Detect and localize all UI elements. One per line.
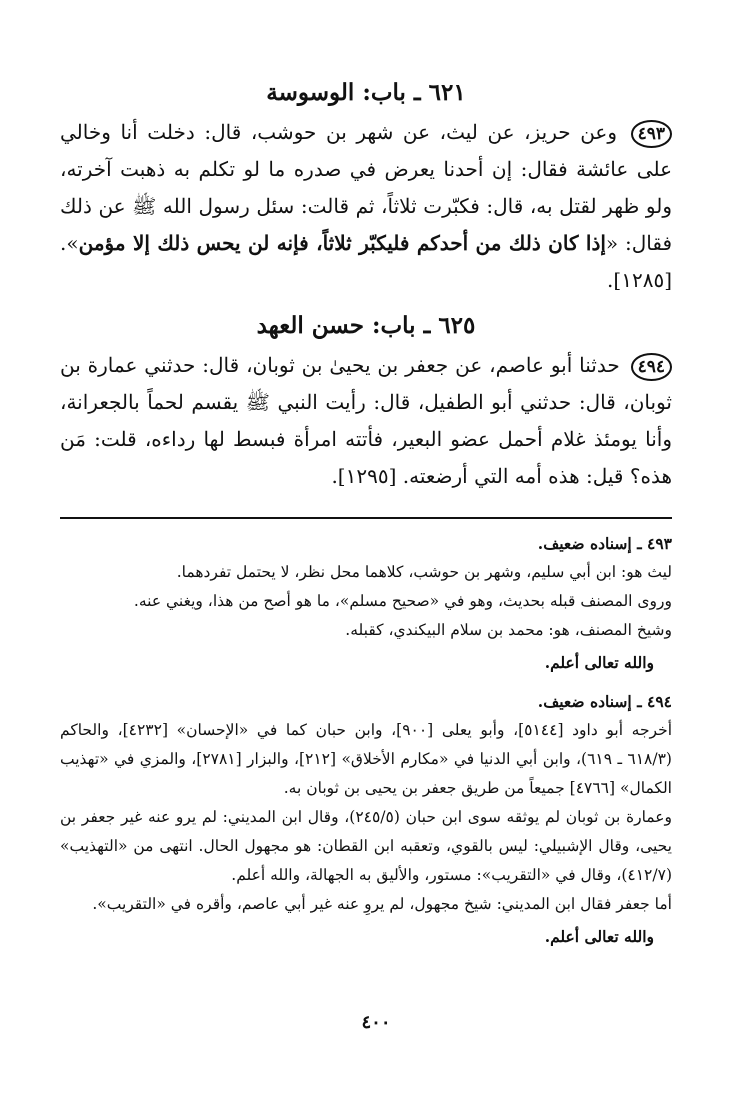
hadith-493-text (60, 114, 672, 299)
footnote-494 (60, 687, 672, 953)
chapter-title-621: ٦٢١ ـ باب: الوسوسة (266, 79, 466, 106)
hadith-493-narration: وعن حريز، عن ليث، عن شهر بن حوشب، قال: دخلت أنا وخالي على عائشة فقال: إن أحدنا يعرض في صدره ما لو تكلم به ذهبت آخرته، ولو ظهر لقتل به، قال: فكبّرت ثلاثاً، ثم قالت: سئل رسول الله ﷺ عن ذلك فقال: « (60, 119, 673, 255)
footnote-paragraph: وعمارة بن ثوبان لم يوثقه سوى ابن حبان (٢٤٥/٥)، وقال ابن المديني: لم يرو عنه غير جعفر بن يحيى، وقال الإشبيلي: ليس بالقوي، وتعقبه ابن القطان: هو مجهول الحال. انتهى من «التهذيب» (٤١٢/٧)، وقال في «التقريب»: مستور، والأليق به الجهالة، والله أعلم. (60, 807, 672, 884)
footnote-heading: ٤٩٣ ـ إسناده ضعيف. (537, 533, 672, 553)
hadith-494-narration: حدثنا أبو عاصم، عن جعفر بن يحيىٰ بن ثوبان، قال: حدثني عمارة بن ثوبان، قال: حدثني أبو الطفيل، قال: رأيت النبي ﷺ يقسم لحماً بالجعرانة، وأنا يومئذ غلام أحمل عضو البعير، فأتته امرأة فبسط لها رداءه، قلت: مَن هذه؟ قيل: هذه أمه التي أرضعته. [١٢٩٥]. (60, 352, 672, 488)
hadith-494-text (60, 347, 672, 495)
hadith-493-prophetic-saying: إذا كان ذلك من أحدكم فليكبّر ثلاثاً، فإنه لن يحس ذلك إلا مؤمن (78, 230, 606, 255)
footnote-paragraph: ليث هو: ابن أبي سليم، وشهر بن حوشب، كلاهما محل نظر، لا يحتمل تفردهما. (176, 562, 672, 581)
page-number: ٤٠٠ (361, 1012, 391, 1033)
footnote-paragraph: أما جعفر فقال ابن المديني: شيخ مجهول، لم يروِ عنه غير أبي عاصم، وأقره في «التقريب». (92, 894, 672, 913)
hadith-number-badge: ٤٩٣ (631, 120, 672, 148)
footnote-divider (60, 517, 672, 519)
book-page (60, 78, 672, 961)
footnote-signoff: والله تعالى أعلم. (544, 926, 654, 946)
hadith-number-badge: ٤٩٤ (631, 353, 672, 381)
footnote-paragraph: وروى المصنف قبله بحديث، وهو في «صحيح مسلم»، ما هو أصح من هذا، ويغني عنه. (133, 591, 672, 610)
footnote-paragraph: أخرجه أبو داود [٥١٤٤]، وأبو يعلى [٩٠٠]، وابن حبان كما في «الإحسان» [٤٢٣٢]، والحاكم (٦١٨/٣ ـ ٦١٩)، وابن أبي الدنيا في «مكارم الأخلاق» [٢١٢]، والبزار [٢٧٨١]، والمزي في «تهذيب الكمال» [٤٧٦٦] جميعاً من طريق جعفر بن يحيى بن ثوبان به. (60, 720, 672, 797)
chapter-title-625: ٦٢٥ ـ باب: حسن العهد (256, 311, 476, 339)
footnote-paragraph: وشيخ المصنف، هو: محمد بن سلام البيكندي، كقبله. (345, 620, 672, 639)
footnote-heading: ٤٩٤ ـ إسناده ضعيف. (537, 691, 672, 711)
hadith-493-reference: ». [١٢٨٥]. (60, 230, 672, 292)
footnote-signoff: والله تعالى أعلم. (544, 652, 654, 672)
footnote-493 (60, 529, 672, 679)
